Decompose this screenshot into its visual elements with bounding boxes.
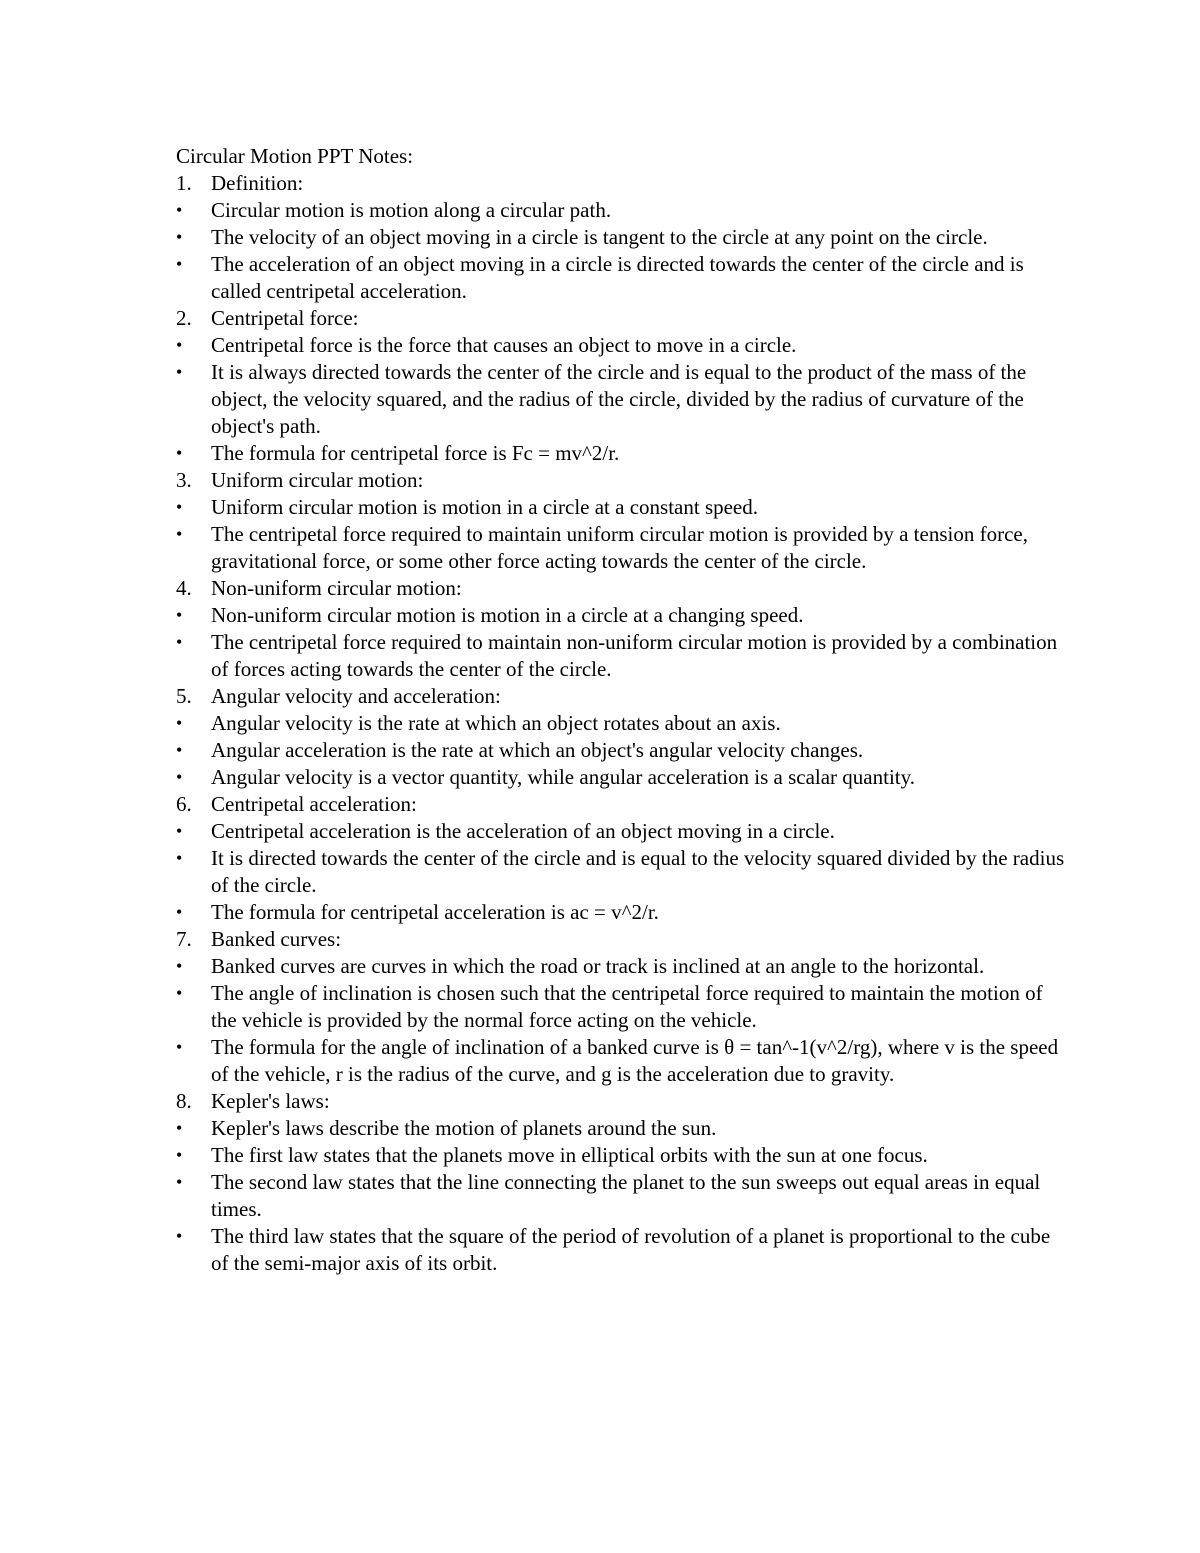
list-item (176, 980, 1066, 1034)
list-item (176, 602, 1066, 629)
list-item (176, 1169, 1066, 1223)
bullet-text: Angular velocity is the rate at which an object rotates about an axis. (211, 711, 781, 735)
list-item (176, 440, 1066, 467)
section-heading-text: Centripetal force: (211, 306, 359, 330)
notes-body (176, 143, 1066, 1277)
section-number: 5. (176, 684, 192, 708)
list-item (176, 818, 1066, 845)
list-item (176, 629, 1066, 683)
sections-list (176, 170, 1066, 1277)
bullet-icon: • (176, 605, 183, 625)
section-heading-text: Banked curves: (211, 927, 342, 951)
bullet-icon: • (176, 524, 183, 544)
bullet-text: The acceleration of an object moving in a circle is directed towards the center of the circle and is called centripetal acceleration. (211, 252, 1024, 303)
section-number: 3. (176, 468, 192, 492)
document-title: Circular Motion PPT Notes: (176, 144, 414, 168)
bullet-icon: • (176, 335, 183, 355)
list-item (176, 521, 1066, 575)
section-heading-text: Non-uniform circular motion: (211, 576, 462, 600)
section-number: 1. (176, 171, 192, 195)
list-item (176, 737, 1066, 764)
section-heading (176, 1088, 1066, 1115)
list-item (176, 1142, 1066, 1169)
bullet-text: Non-uniform circular motion is motion in a circle at a changing speed. (211, 603, 804, 627)
bullet-icon: • (176, 254, 183, 274)
bullet-icon: • (176, 902, 183, 922)
section-number: 7. (176, 927, 192, 951)
bullet-icon: • (176, 848, 183, 868)
list-item (176, 1115, 1066, 1142)
section-heading-text: Centripetal acceleration: (211, 792, 417, 816)
bullet-text: Angular velocity is a vector quantity, while angular acceleration is a scalar quantity. (211, 765, 916, 789)
bullet-text: Angular acceleration is the rate at which an object's angular velocity changes. (211, 738, 864, 762)
bullet-icon: • (176, 200, 183, 220)
list-item (176, 197, 1066, 224)
bullet-text: Centripetal acceleration is the acceleration of an object moving in a circle. (211, 819, 835, 843)
section-number: 4. (176, 576, 192, 600)
bullet-text: The formula for the angle of inclination of a banked curve is θ = tan^-1(v^2/rg), where v is the speed of the vehicle, r is the radius of the curve, and g is the acceleration due to gravity. (211, 1035, 1059, 1086)
bullet-icon: • (176, 821, 183, 841)
bullet-icon: • (176, 1145, 183, 1165)
bullet-icon: • (176, 443, 183, 463)
list-item (176, 953, 1066, 980)
bullet-text: Uniform circular motion is motion in a circle at a constant speed. (211, 495, 759, 519)
section-heading (176, 170, 1066, 197)
list-item (176, 1034, 1066, 1088)
section-heading (176, 467, 1066, 494)
list-item (176, 899, 1066, 926)
list-item (176, 251, 1066, 305)
bullet-text: The second law states that the line connecting the planet to the sun sweeps out equal areas in equal times. (211, 1170, 1041, 1221)
list-item (176, 710, 1066, 737)
bullet-icon: • (176, 362, 183, 382)
section-number: 2. (176, 306, 192, 330)
section-heading (176, 791, 1066, 818)
bullet-icon: • (176, 1226, 183, 1246)
bullet-icon: • (176, 956, 183, 976)
bullet-icon: • (176, 713, 183, 733)
section-heading-text: Kepler's laws: (211, 1089, 330, 1113)
bullet-text: The centripetal force required to maintain uniform circular motion is provided by a tension force, gravitational force, or some other force acting towards the center of the circle. (211, 522, 1028, 573)
bullet-icon: • (176, 767, 183, 787)
section-heading-text: Definition: (211, 171, 304, 195)
section-heading (176, 683, 1066, 710)
bullet-text: The first law states that the planets move in elliptical orbits with the sun at one focus. (211, 1143, 928, 1167)
list-item (176, 224, 1066, 251)
bullet-text: The formula for centripetal acceleration is ac = v^2/r. (211, 900, 659, 924)
bullet-text: Centripetal force is the force that causes an object to move in a circle. (211, 333, 797, 357)
bullet-text: Banked curves are curves in which the road or track is inclined at an angle to the horizontal. (211, 954, 985, 978)
bullet-text: It is directed towards the center of the circle and is equal to the velocity squared divided by the radius of the circle. (211, 846, 1065, 897)
section-heading-text: Angular velocity and acceleration: (211, 684, 501, 708)
bullet-icon: • (176, 983, 183, 1003)
bullet-text: Circular motion is motion along a circular path. (211, 198, 612, 222)
bullet-text: The formula for centripetal force is Fc = mv^2/r. (211, 441, 620, 465)
list-item (176, 764, 1066, 791)
section-heading (176, 926, 1066, 953)
bullet-icon: • (176, 497, 183, 517)
bullet-text: The third law states that the square of the period of revolution of a planet is proportional to the cube of the semi-major axis of its orbit. (211, 1224, 1051, 1275)
list-item (176, 332, 1066, 359)
section-heading-text: Uniform circular motion: (211, 468, 424, 492)
bullet-text: The velocity of an object moving in a circle is tangent to the circle at any point on the circle. (211, 225, 988, 249)
bullet-text: The centripetal force required to maintain non-uniform circular motion is provided by a combination of forces acting towards the center of the circle. (211, 630, 1058, 681)
list-item (176, 845, 1066, 899)
section-number: 8. (176, 1089, 192, 1113)
bullet-icon: • (176, 1037, 183, 1057)
section-heading (176, 305, 1066, 332)
list-item (176, 359, 1066, 440)
section-heading (176, 575, 1066, 602)
list-item (176, 1223, 1066, 1277)
bullet-icon: • (176, 227, 183, 247)
bullet-icon: • (176, 1172, 183, 1192)
bullet-icon: • (176, 740, 183, 760)
bullet-icon: • (176, 632, 183, 652)
list-item (176, 494, 1066, 521)
section-number: 6. (176, 792, 192, 816)
bullet-icon: • (176, 1118, 183, 1138)
bullet-text: It is always directed towards the center of the circle and is equal to the product of the mass of the object, the velocity squared, and the radius of the circle, divided by the radius of curvature of the object's path. (211, 360, 1027, 438)
bullet-text: Kepler's laws describe the motion of planets around the sun. (211, 1116, 717, 1140)
bullet-text: The angle of inclination is chosen such that the centripetal force required to maintain the motion of the vehicle is provided by the normal force acting on the vehicle. (211, 981, 1043, 1032)
